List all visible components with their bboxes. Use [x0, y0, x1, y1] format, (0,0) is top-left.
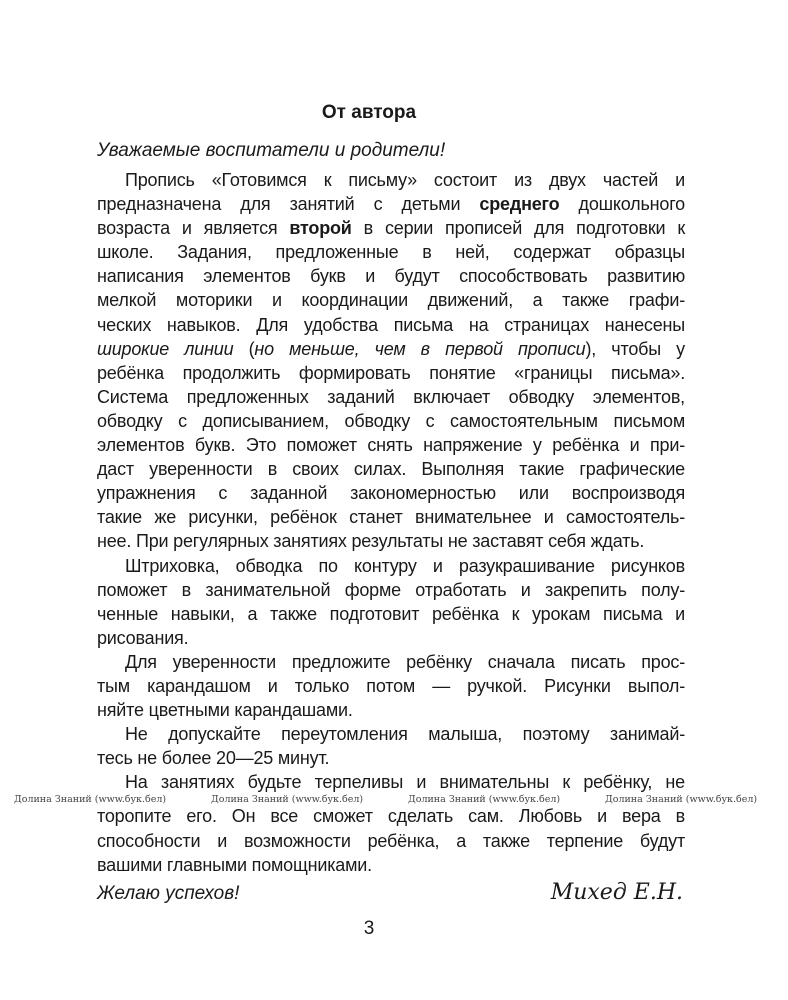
text-line — [97, 578, 685, 602]
text-line — [97, 288, 685, 312]
text-line — [97, 674, 685, 698]
text-line — [97, 626, 685, 650]
text-segment: тесь не более 20—25 минут. — [97, 748, 330, 769]
greeting: Уважаемые воспитатели и родители! — [97, 140, 446, 161]
text-segment: обводку с дописыванием, обводку с самостоятельным письмом — [97, 410, 685, 431]
text-segment: рисования. — [97, 627, 189, 648]
text-segment: На занятиях будьте терпеливы и внимательны к ребёнку, не — [125, 772, 685, 793]
text-segment: мелкой моторики и координации движений, а также графи- — [97, 290, 685, 311]
text-line — [97, 529, 685, 553]
text-line — [97, 457, 685, 481]
bold-text: среднего — [479, 194, 560, 215]
text-segment: школе. Задания, предложенные в ней, содержат образцы — [97, 242, 685, 263]
text-segment: элементов букв. Это поможет снять напряжение у ребёнка и при- — [97, 435, 685, 456]
text-segment: дошкольного — [559, 194, 685, 215]
page-title: От автора — [321, 102, 417, 123]
text-line — [97, 554, 685, 578]
text-line — [97, 770, 685, 794]
page-number: 3 — [363, 918, 375, 939]
text-segment: ), чтобы у — [585, 338, 685, 359]
text-segment: ( — [233, 338, 255, 359]
text-segment: вашими главными помощниками. — [97, 854, 372, 875]
text-line — [97, 240, 685, 264]
text-line — [97, 698, 685, 722]
text-segment: поможет в занимательной форме отработать и закрепить полу- — [97, 579, 685, 600]
text-segment: Штриховка, обводка по контуру и разукрашивание рисунков — [125, 555, 685, 576]
watermark-text: Долина Знаний (www.бук.бел) — [605, 794, 758, 805]
watermark-text: Долина Знаний (www.бук.бел) — [408, 794, 561, 805]
text-segment: в серии прописей для подготовки к — [351, 218, 686, 239]
text-segment: написания элементов букв и будут способствовать развитию — [97, 266, 685, 287]
text-line — [97, 481, 685, 505]
italic-text: широкие линии — [97, 338, 234, 359]
text-segment: Для уверенности предложите ребёнку сначала писать прос- — [125, 651, 685, 672]
text-line — [97, 409, 685, 433]
watermark-text: Долина Знаний (www.бук.бел) — [14, 794, 167, 805]
text-line — [97, 264, 685, 288]
text-segment: способности и возможности ребёнка, а также терпение будут — [97, 830, 685, 851]
text-line — [97, 853, 685, 877]
text-segment: тым карандашом и только потом — ручкой. Рисунки выпол- — [97, 675, 685, 696]
text-segment: Система предложенных заданий включает обводку элементов, — [97, 386, 685, 407]
text-line — [97, 192, 685, 216]
bold-text: второй — [289, 218, 352, 239]
text-line — [97, 804, 685, 828]
text-segment: ческих навыков. Для удобства письма на страницах нанесены — [97, 314, 685, 335]
text-line — [97, 385, 685, 409]
text-segment: ребёнка продолжить формировать понятие «границы письма». — [97, 362, 685, 383]
paragraph — [97, 770, 685, 876]
text-line — [97, 505, 685, 529]
text-segment: предназначена для занятий с детьми — [97, 194, 480, 215]
text-segment: даст уверенности в своих силах. Выполняя такие графические — [97, 459, 685, 480]
text-line — [97, 361, 685, 385]
text-line — [97, 722, 685, 746]
text-line — [97, 313, 685, 337]
text-segment: няйте цветными карандашами. — [97, 700, 353, 721]
paragraph — [97, 650, 685, 722]
text-line — [97, 746, 685, 770]
text-line — [97, 650, 685, 674]
text-segment: нее. При регулярных занятиях результаты не заставят себя ждать. — [97, 531, 645, 552]
text-segment: возраста и является — [97, 218, 290, 239]
watermark — [0, 794, 758, 805]
text-segment: упражнения с заданной закономерностью или воспроизводя — [97, 483, 685, 504]
text-line — [97, 168, 685, 192]
paragraph — [97, 722, 685, 770]
text-line — [97, 602, 685, 626]
text-segment: такие же рисунки, ребёнок станет внимательнее и самостоятель- — [97, 507, 685, 528]
text-line — [97, 216, 685, 240]
text-segment: Не допускайте переутомления малыша, поэтому занимай- — [125, 724, 685, 745]
author-signature: Михед Е.Н. — [550, 880, 683, 905]
italic-text: но меньше, чем в первой прописи — [254, 338, 586, 359]
paragraph — [97, 168, 685, 554]
text-segment: Пропись «Готовимся к письму» состоит из двух частей и — [125, 170, 685, 190]
text-segment: торопите его. Он все сможет сделать сам. Любовь и вера в — [97, 806, 685, 827]
text-line — [97, 337, 685, 361]
text-segment: ченные навыки, а также подготовит ребёнка к урокам письма и — [97, 603, 685, 624]
text-line — [97, 433, 685, 457]
closing-wish: Желаю успехов! — [97, 883, 240, 904]
text-line — [97, 829, 685, 853]
body-text — [97, 168, 685, 877]
watermark-text: Долина Знаний (www.бук.бел) — [211, 794, 364, 805]
paragraph — [97, 554, 685, 650]
